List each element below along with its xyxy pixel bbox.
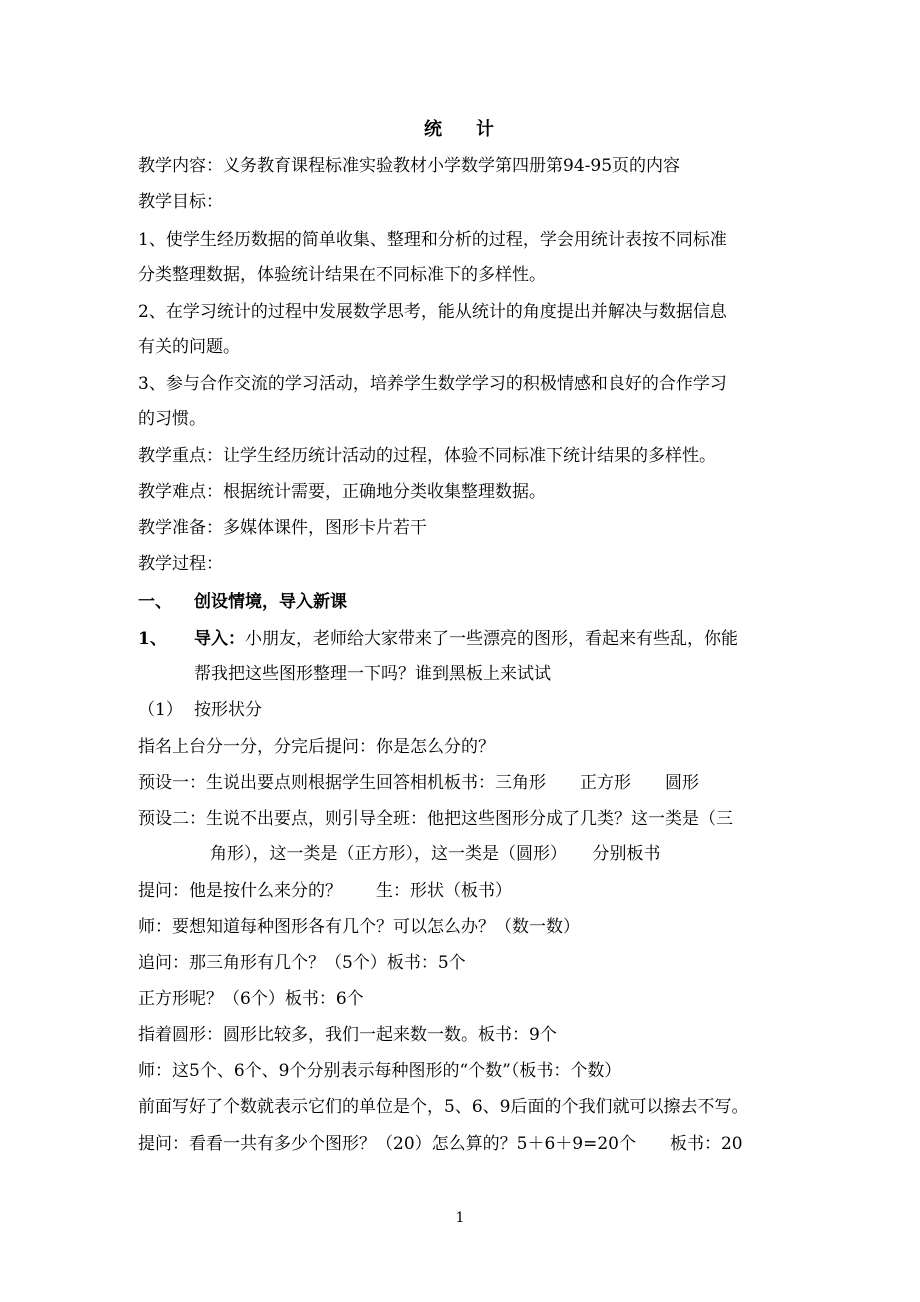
text-line: 提问：看看一共有多少个图形？（20）怎么算的？5＋6＋9=20个 板书：20: [138, 1134, 743, 1154]
page-number: 1: [455, 1210, 465, 1226]
text-line: 角形），这一类是（正方形），这一类是（圆形） 分别板书: [210, 844, 661, 864]
sub-item-1: [138, 699, 262, 721]
item-1-number: 1、: [138, 629, 167, 649]
text-line: 师：要想知道每种图形各有几个？可以怎么办？（数一数）: [138, 917, 580, 937]
goal-3-line-2: 的习惯。: [138, 409, 206, 429]
goal-1-line-2: 分类整理数据，体验统计结果在不同标准下的多样性。: [138, 265, 546, 285]
text-line: 预设二：生说不出要点，则引导全班：他把这些图形分成了几类？这一类是（三: [138, 809, 733, 829]
text-line: 正方形呢？（6个）板书：6个: [138, 989, 364, 1009]
teaching-process-label: 教学过程：: [138, 554, 223, 574]
text-line: 前面写好了个数就表示它们的单位是个，5、6、9后面的个我们就可以擦去不写。: [138, 1097, 749, 1117]
title-char-2: 计: [476, 119, 496, 140]
teaching-content: 教学内容：义务教育课程标准实验教材小学数学第四册第94-95页的内容: [138, 156, 681, 176]
text-line: 指着圆形：圆形比较多，我们一起来数一数。板书：9个: [138, 1025, 557, 1045]
goal-3-line-1: 3、参与合作交流的学习活动，培养学生数学学习的积极情感和良好的合作学习: [138, 374, 727, 394]
section-1-number: 一、: [138, 592, 172, 612]
teaching-goals-label: 教学目标：: [138, 192, 223, 212]
item-1: [138, 628, 738, 650]
page-title: [0, 119, 920, 141]
section-1-heading: [138, 591, 347, 613]
title-char-1: 统: [424, 119, 444, 140]
goal-1-line-1: 1、使学生经历数据的简单收集、整理和分析的过程，学会用统计表按不同标准: [138, 230, 727, 250]
text-line: 指名上台分一分，分完后提问：你是怎么分的？: [138, 737, 495, 757]
teaching-key-point: 教学重点：让学生经历统计活动的过程，体验不同标准下统计结果的多样性。: [138, 446, 716, 466]
goal-2-line-2: 有关的问题。: [138, 337, 240, 357]
teaching-preparation: 教学准备：多媒体课件，图形卡片若干: [138, 518, 427, 538]
section-1-text: 创设情境，导入新课: [194, 592, 347, 612]
item-1-continued: 帮我把这些图形整理一下吗？谁到黑板上来试试: [194, 664, 551, 684]
text-line: 追问：那三角形有几个？（5个）板书：5个: [138, 953, 466, 973]
item-1-lead: 导入：: [194, 629, 245, 649]
text-line: 提问：他是按什么来分的？ 生：形状（板书）: [138, 881, 512, 901]
text-line: 预设一：生说出要点则根据学生回答相机板书：三角形 正方形 圆形: [138, 773, 699, 793]
item-1-text: 小朋友，老师给大家带来了一些漂亮的图形，看起来有些乱，你能: [245, 629, 738, 649]
goal-2-line-1: 2、在学习统计的过程中发展数学思考，能从统计的角度提出并解决与数据信息: [138, 302, 727, 322]
text-line: 师：这5个、6个、9个分别表示每种图形的“个数”（板书：个数）: [138, 1061, 622, 1081]
teaching-difficulty: 教学难点：根据统计需要，正确地分类收集整理数据。: [138, 482, 546, 502]
sub-item-1-number: （1）: [138, 700, 183, 720]
sub-item-1-text: 按形状分: [194, 700, 262, 720]
